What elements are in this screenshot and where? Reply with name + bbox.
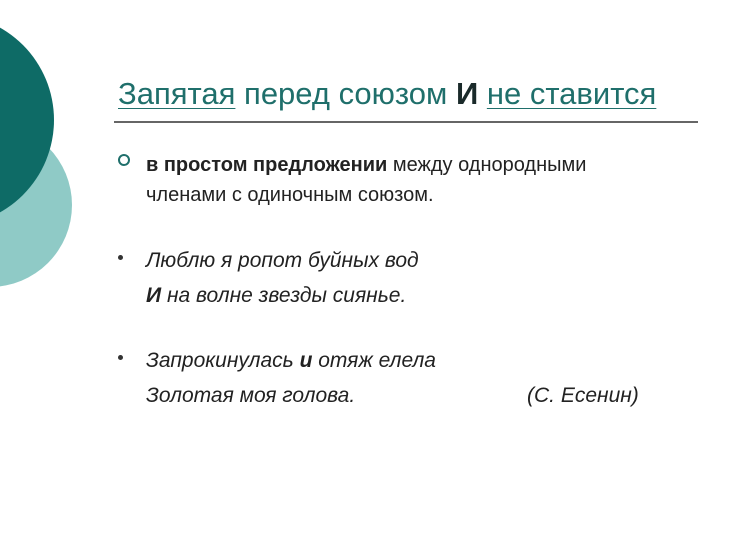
title-before-conjunction: перед союзом xyxy=(235,76,456,111)
example1-line2 xyxy=(146,282,406,310)
example1-line1: Люблю я ропот буйных вод xyxy=(146,249,419,272)
rule-bullet-text xyxy=(146,150,666,210)
example2-line1 xyxy=(146,347,436,375)
rule-bold-phrase: в простом предложении xyxy=(146,154,388,176)
title-space xyxy=(478,76,487,111)
bullet-dot-icon xyxy=(118,255,123,260)
example2-line1-end: отяж елела xyxy=(312,349,436,372)
example1-line2-rest: на волне звезды сиянье. xyxy=(161,284,407,307)
title-not-placed: не ставится xyxy=(486,76,657,111)
example1-conjunction: И xyxy=(146,284,162,307)
title-conjunction: И xyxy=(455,76,479,111)
slide-title xyxy=(118,74,656,114)
rule-rest: между однородными членами с одиночным союзом. xyxy=(146,154,587,206)
example2-conjunction: и xyxy=(299,349,313,372)
example2-line1-start: Запрокинулась xyxy=(146,349,300,372)
hollow-circle-bullet-icon xyxy=(118,154,130,166)
example2-line2: Золотая моя голова. xyxy=(146,384,356,407)
title-divider xyxy=(114,121,698,123)
bullet-dot-icon xyxy=(118,355,123,360)
decorative-circles xyxy=(0,0,90,320)
author-attribution: (С. Есенин) xyxy=(527,384,639,407)
title-word-comma: Запятая xyxy=(118,76,236,111)
